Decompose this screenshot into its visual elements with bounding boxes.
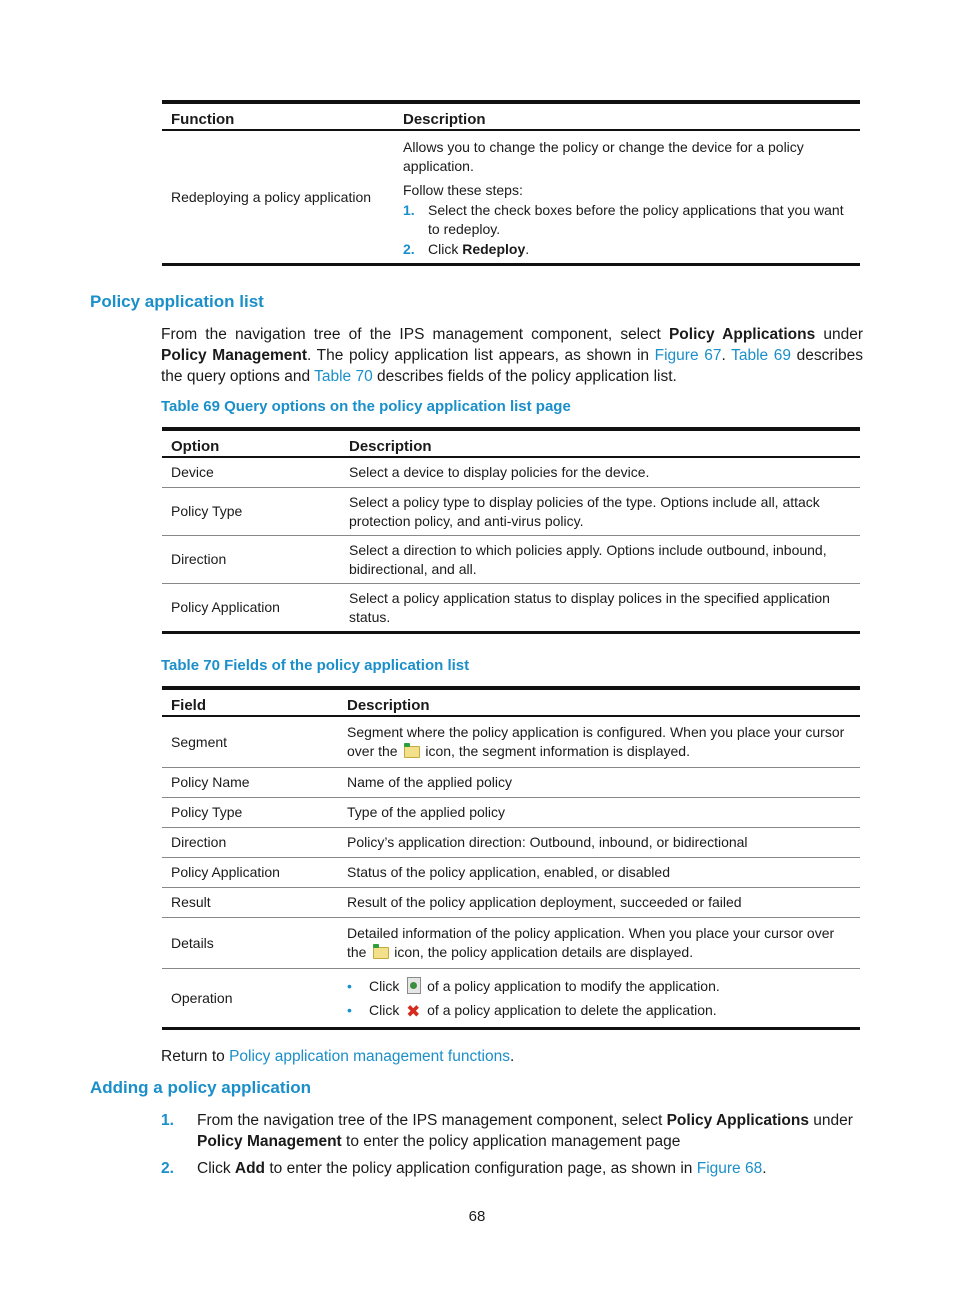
- step-text: From the navigation tree of the IPS management component, select Policy Applications under Policy Management to enter the policy application management page: [197, 1112, 853, 1150]
- link-figure-68[interactable]: Figure 68: [696, 1160, 763, 1177]
- table-row: Policy Name Name of the applied policy: [162, 768, 860, 798]
- link-table-70[interactable]: Table 70: [314, 368, 373, 385]
- link-table-69[interactable]: Table 69: [731, 347, 792, 364]
- table-row: Policy Type Type of the applied policy: [162, 798, 860, 828]
- step-number: 2.: [161, 1160, 174, 1177]
- table-69-caption: Table 69 Query options on the policy application list page: [161, 398, 571, 415]
- step-text: Click Redeploy.: [428, 241, 530, 257]
- add-step-2: [161, 1158, 863, 1179]
- desc-step-2: [403, 240, 851, 259]
- header-option: Option: [162, 429, 340, 457]
- list-item: • Click of a policy application to modify the application.: [347, 978, 720, 994]
- desc-follow: Follow these steps:: [403, 182, 523, 198]
- add-step-1: [161, 1110, 863, 1152]
- table-row: Policy Application Status of the policy application, enabled, or disabled: [162, 858, 860, 888]
- folder-icon: [403, 742, 419, 758]
- section-title-adding-policy-application: Adding a policy application: [90, 1078, 312, 1097]
- query-options-table: [162, 427, 860, 634]
- step-number: 1.: [403, 202, 415, 218]
- table-row: Policy Type Select a policy type to display policies of the type. Options include all, attack protection policy, and anti-virus policy.: [162, 488, 860, 536]
- fields-table: [162, 686, 860, 1030]
- table-row: Device Select a device to display policies for the device.: [162, 457, 860, 488]
- section-title-policy-application-list: Policy application list: [90, 292, 264, 311]
- table-row: Operation • Click of a policy application to modify the application. • Click ✖ of a policy application to delete the application.: [162, 969, 860, 1029]
- desc-step-1: [403, 201, 851, 239]
- operation-description: [338, 969, 860, 1029]
- table-row: Policy Application Select a policy application status to display polices in the specified application status.: [162, 584, 860, 633]
- redeploy-label: Redeploy: [462, 241, 526, 257]
- list-item: • Click ✖ of a policy application to delete the application.: [347, 1002, 717, 1021]
- step-text: Click Add to enter the policy application configuration page, as shown in Figure 68.: [197, 1160, 767, 1177]
- link-policy-application-management-functions[interactable]: Policy application management functions: [229, 1048, 510, 1065]
- header-field: Field: [162, 688, 338, 716]
- table-row: Segment Segment where the policy application is configured. When you place your cursor over the icon, the segment information is displayed.: [162, 716, 860, 768]
- intro-paragraph: From the navigation tree of the IPS management component, select Policy Applications under Policy Management. The policy application list appears, as shown in Figure 67. Table 69 describes the query options and Table 70 describes fields of the policy application list.: [161, 326, 863, 385]
- edit-icon: [405, 977, 421, 993]
- delete-icon: ✖: [406, 1002, 421, 1021]
- table-row: Result Result of the policy application deployment, succeeded or failed: [162, 888, 860, 918]
- header-description: Description: [340, 429, 860, 457]
- function-table: [162, 100, 860, 266]
- page-number: 68: [468, 1208, 486, 1225]
- table-row: Direction Select a direction to which policies apply. Options include outbound, inbound, bidirectional, and all.: [162, 536, 860, 584]
- header-function: Function: [162, 102, 394, 130]
- table-row: Details Detailed information of the policy application. When you place your cursor over the icon, the policy application details are displayed.: [162, 918, 860, 969]
- desc-intro: Allows you to change the policy or change the device for a policy application.: [403, 139, 804, 174]
- description-cell: [394, 130, 860, 265]
- step-text: Select the check boxes before the policy applications that you want to redeploy.: [428, 202, 844, 237]
- table-row: Direction Policy’s application direction: Outbound, inbound, or bidirectional: [162, 828, 860, 858]
- header-description: Description: [394, 102, 860, 130]
- header-description: Description: [338, 688, 860, 716]
- return-line: Return to Policy application management functions.: [161, 1048, 515, 1065]
- function-cell: Redeploying a policy application: [162, 130, 394, 265]
- segment-description: Segment where the policy application is configured. When you place your cursor over the icon, the segment information is displayed.: [338, 716, 860, 768]
- table-70-caption: Table 70 Fields of the policy application list: [161, 657, 470, 674]
- link-figure-67[interactable]: Figure 67: [654, 347, 722, 364]
- step-number: 2.: [403, 241, 415, 257]
- step-number: 1.: [161, 1112, 174, 1129]
- details-description: Detailed information of the policy application. When you place your cursor over the icon, the policy application details are displayed.: [338, 918, 860, 969]
- folder-icon: [372, 943, 388, 959]
